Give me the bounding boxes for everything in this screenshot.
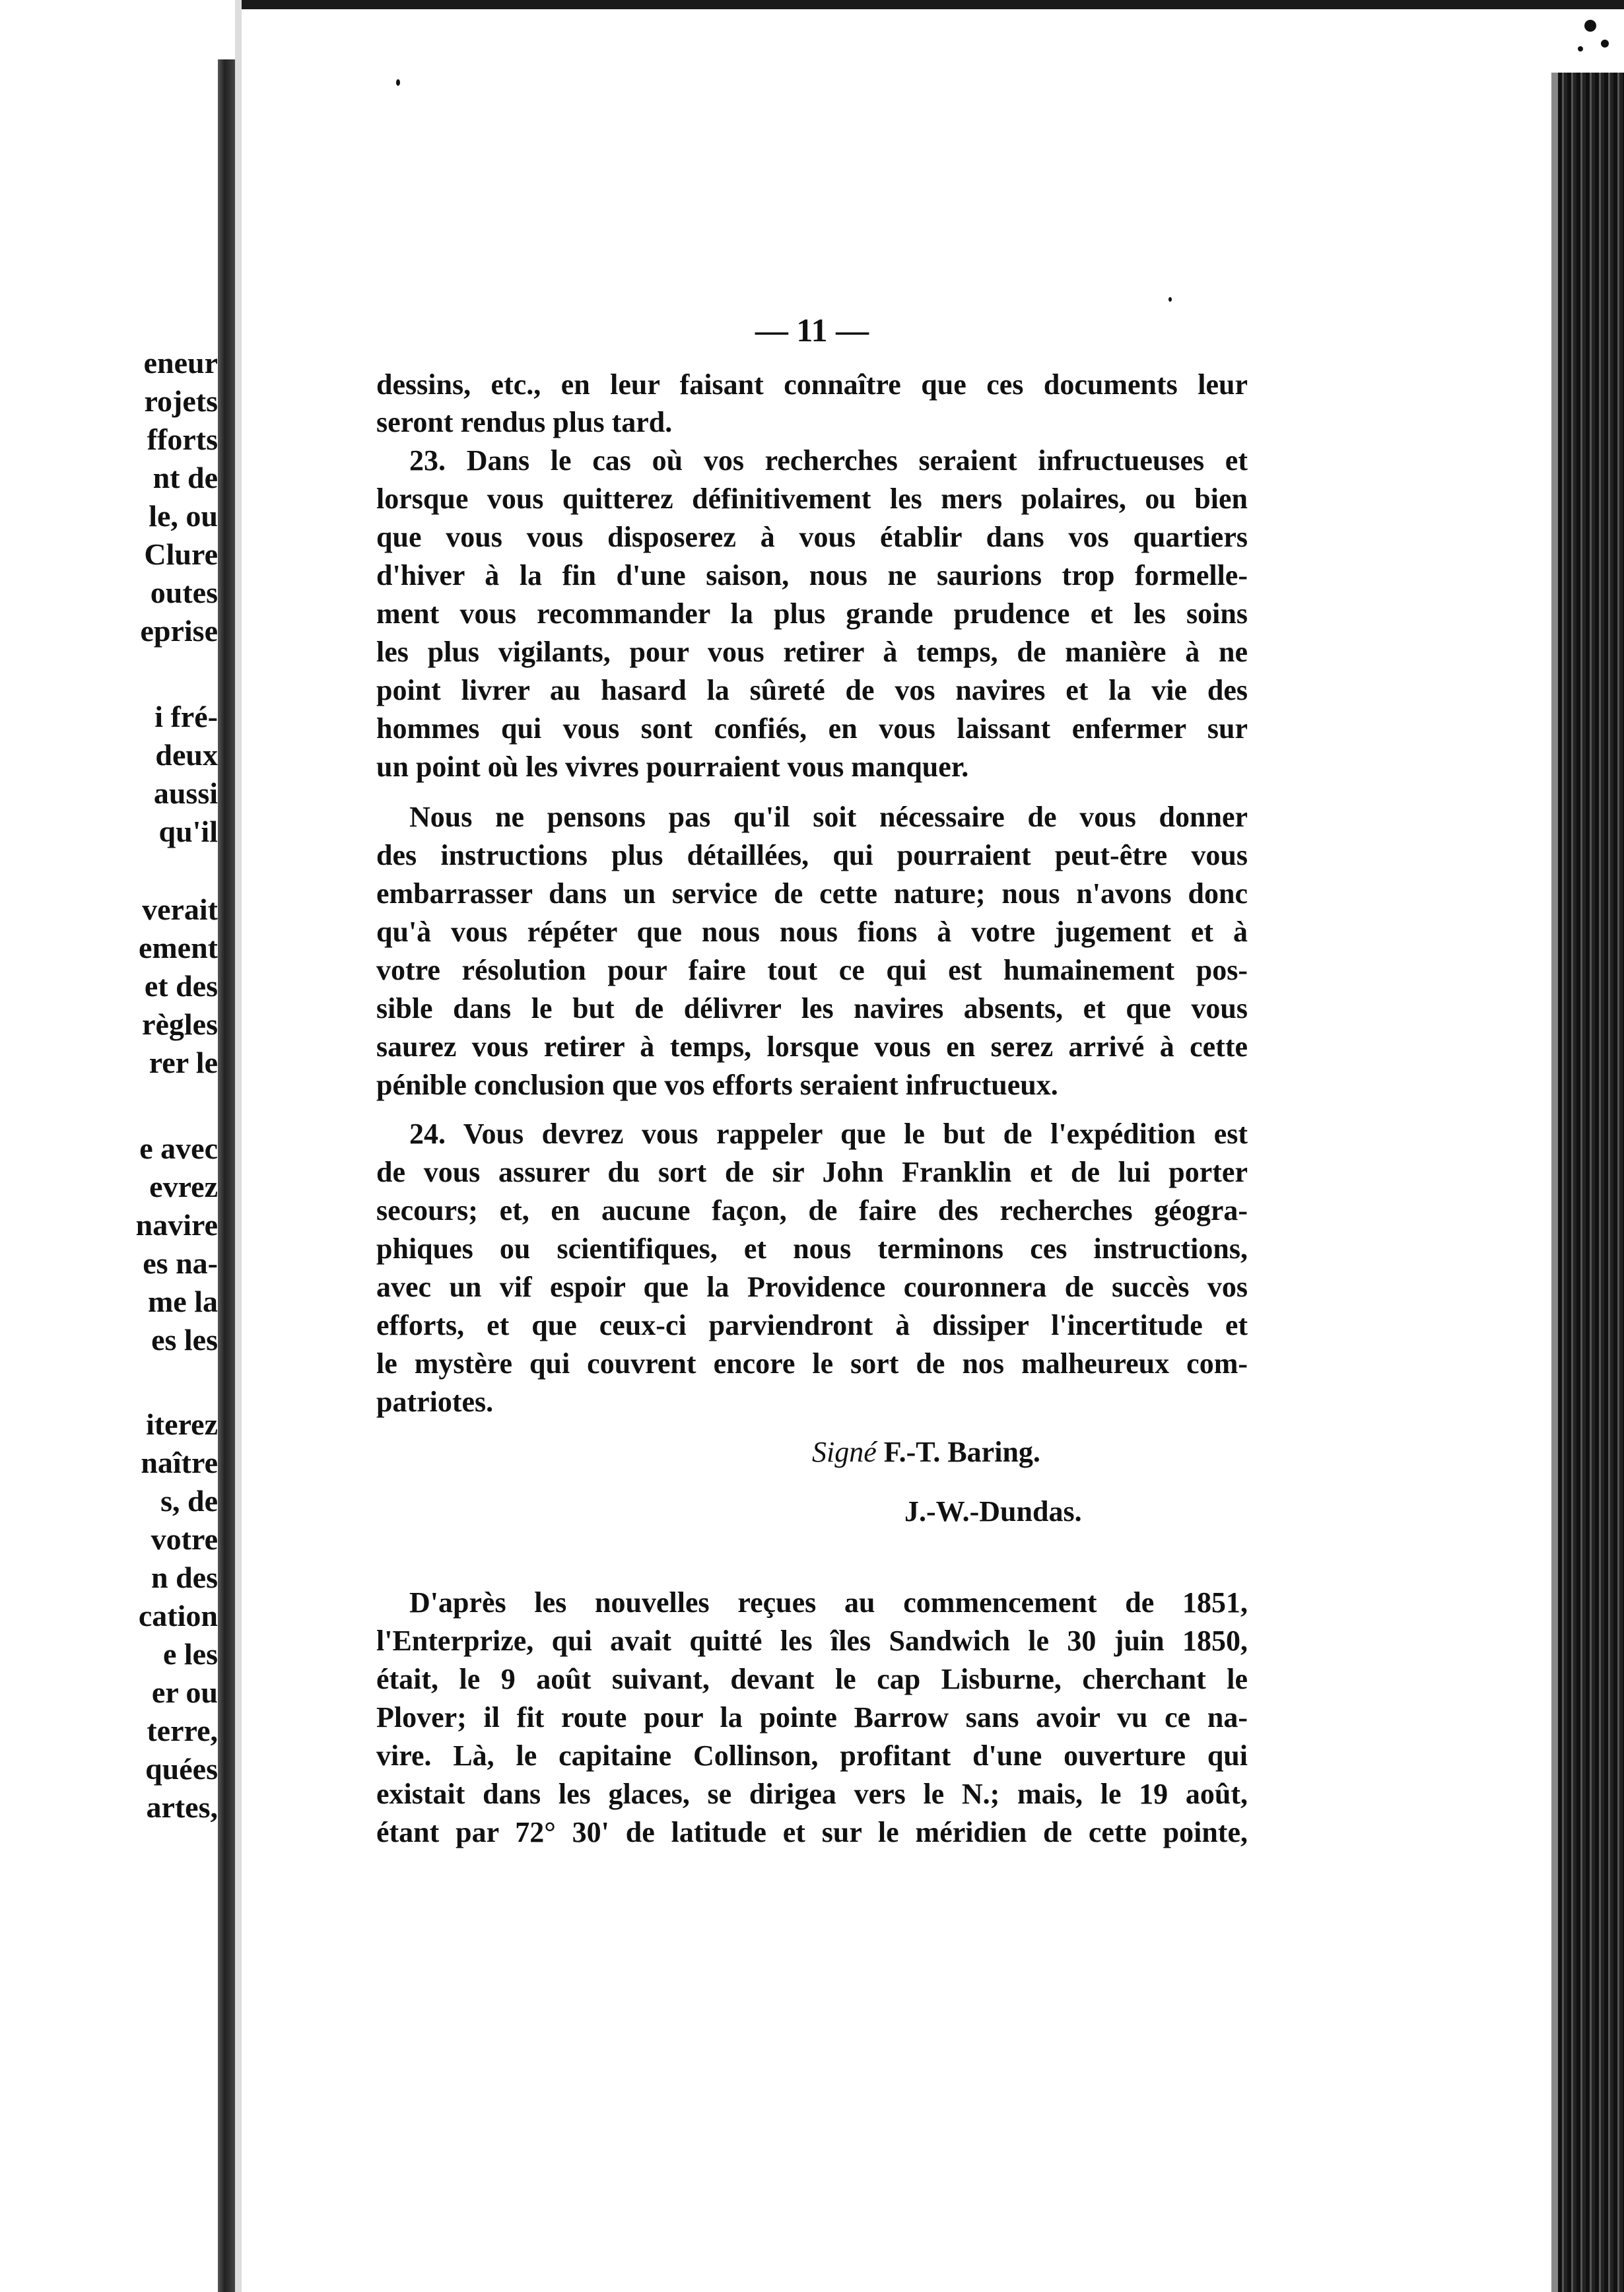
body-text-line: lorsque vous quitterez définitivement les mers polaires, ou bien [376, 483, 1248, 515]
left-page-line: me la [147, 1285, 218, 1318]
left-page-line: Clure [144, 537, 218, 571]
left-page-line: fforts [147, 422, 218, 456]
left-page-line: rojets [144, 384, 218, 418]
left-page-line: e les [162, 1637, 218, 1671]
body-text-line: avec un vif espoir que la Providence couronnera de succès vos [376, 1271, 1248, 1303]
left-page-line: eneur [143, 346, 218, 380]
body-text-line: les plus vigilants, pour vous retirer à temps, de manière à ne [376, 636, 1248, 668]
page-number: — 11 — [755, 312, 869, 349]
closing-paragraph-line: étant par 72° 30' de latitude et sur le méridien de cette pointe, [376, 1816, 1248, 1848]
left-page-line: aussi [153, 776, 218, 810]
closing-paragraph-line: l'Enterprize, qui avait quitté les îles Sandwich le 30 juin 1850, [376, 1625, 1248, 1657]
left-page-line: eprise [140, 614, 218, 648]
scan-speck [1601, 40, 1609, 48]
signature-line-1 [812, 1434, 1040, 1471]
left-page-line: cation [138, 1599, 218, 1633]
scan-speck [1578, 46, 1583, 51]
left-page-line: nt de [152, 461, 218, 494]
closing-paragraph-line: était, le 9 août suivant, devant le cap Lisburne, cherchant le [376, 1663, 1248, 1695]
left-page-line: ement [138, 931, 218, 964]
closing-paragraph-line: existait dans les glaces, se dirigea vers le N.; mais, le 19 août, [376, 1778, 1248, 1810]
body-text-line: secours; et, en aucune façon, de faire des recherches géogra- [376, 1194, 1248, 1227]
left-page-line: votre [151, 1522, 218, 1556]
scan-speck [1168, 297, 1172, 302]
body-text-line: seront rendus plus tard. [376, 406, 673, 438]
body-text-line: embarrasser dans un service de cette nature; nous n'avons donc [376, 877, 1248, 910]
closing-paragraph-line: vire. Là, le capitaine Collinson, profitant d'une ouverture qui [376, 1739, 1248, 1772]
left-page-line: navire [135, 1208, 218, 1242]
left-page-line: et des [144, 969, 218, 1003]
left-page-line: rer le [149, 1046, 218, 1079]
body-text-line: votre résolution pour faire tout ce qui est humainement pos- [376, 954, 1248, 986]
left-page-line: le, ou [149, 499, 218, 533]
body-text-line: un point où les vivres pourraient vous manquer. [376, 751, 969, 783]
body-text-line: saurez vous retirer à temps, lorsque vous en serez arrivé à cette [376, 1030, 1248, 1063]
body-text-line: qu'à vous répéter que nous nous fions à votre jugement et à [376, 916, 1248, 948]
left-page-line: deux [155, 738, 218, 772]
left-page-line: qu'il [158, 815, 218, 848]
body-text-line: efforts, et que ceux-ci parviendront à dissiper l'incertitude et [376, 1309, 1248, 1341]
left-page-line: er ou [151, 1675, 218, 1709]
body-text-line: le mystère qui couvrent encore le sort de nos malheureux com- [376, 1347, 1248, 1380]
body-text-line: des instructions plus détaillées, qui pourraient peut-être vous [376, 839, 1248, 871]
left-page-text [0, 0, 218, 2292]
left-page-line: s, de [160, 1484, 218, 1518]
body-text-line: Nous ne pensons pas qu'il soit nécessaire de vous donner [409, 801, 1248, 833]
left-page-line: règles [142, 1007, 218, 1041]
book-page-stack-edge [1558, 73, 1624, 2292]
left-page-line: evrez [149, 1170, 218, 1203]
left-page-line: verait [142, 893, 218, 926]
body-text-line: sible dans le but de délivrer les navires absents, et que vous [376, 992, 1248, 1025]
body-text-line: phiques ou scientifiques, et nous terminons ces instructions, [376, 1232, 1248, 1265]
left-page-line: outes [150, 576, 218, 609]
body-text-line: ment vous recommander la plus grande prudence et les soins [376, 597, 1248, 630]
body-text-line: point livrer au hasard la sûreté de vos navires et la vie des [376, 674, 1248, 706]
left-page-fragment [0, 0, 218, 2292]
left-page-line: e avec [139, 1131, 218, 1165]
left-page-line: n des [151, 1561, 218, 1594]
body-text-line: pénible conclusion que vos efforts seraient infructueux. [376, 1069, 1058, 1101]
signature-name-dundas: J.-W.-Dundas. [904, 1495, 1082, 1528]
left-page-line: iterez [146, 1407, 218, 1441]
signature-name-baring: F.-T. Baring. [883, 1436, 1040, 1468]
signature-label: Signé [812, 1436, 877, 1468]
body-text-line: de vous assurer du sort de sir John Franklin et de lui porter [376, 1156, 1248, 1188]
closing-paragraph-line: D'après les nouvelles reçues au commencement de 1851, [409, 1586, 1248, 1619]
body-text-line: d'hiver à la fin d'une saison, nous ne saurions trop formelle- [376, 559, 1248, 591]
left-page-line: i fré- [154, 700, 218, 733]
left-page-line: naître [141, 1446, 218, 1479]
left-page-line: quées [145, 1752, 218, 1786]
body-text-line: 24. Vous devrez vous rappeler que le but de l'expédition est [409, 1118, 1248, 1150]
closing-paragraph-line: Plover; il fit route pour la pointe Barrow sans avoir vu ce na- [376, 1701, 1248, 1734]
scan-speck [396, 79, 400, 86]
scan-speck [1584, 20, 1596, 32]
scan-top-border [242, 0, 1624, 9]
signature-line-2 [904, 1493, 1082, 1530]
book-gutter-edge [235, 0, 242, 2292]
body-text-line: dessins, etc., en leur faisant connaître que ces documents leur [376, 368, 1248, 401]
body-text-line: 23. Dans le cas où vos recherches seraient infructueuses et [409, 444, 1248, 477]
body-text-line: hommes qui vous sont confiés, en vous laissant enfermer sur [376, 712, 1248, 745]
body-text-line: que vous vous disposerez à vous établir dans vos quartiers [376, 521, 1248, 553]
left-page-line: es les [151, 1323, 218, 1357]
left-page-line: es na- [143, 1246, 218, 1280]
body-text-line: patriotes. [376, 1386, 494, 1418]
left-page-line: terre, [147, 1714, 218, 1747]
book-gutter-shadow [218, 59, 235, 2292]
left-page-line: artes, [146, 1790, 218, 1824]
